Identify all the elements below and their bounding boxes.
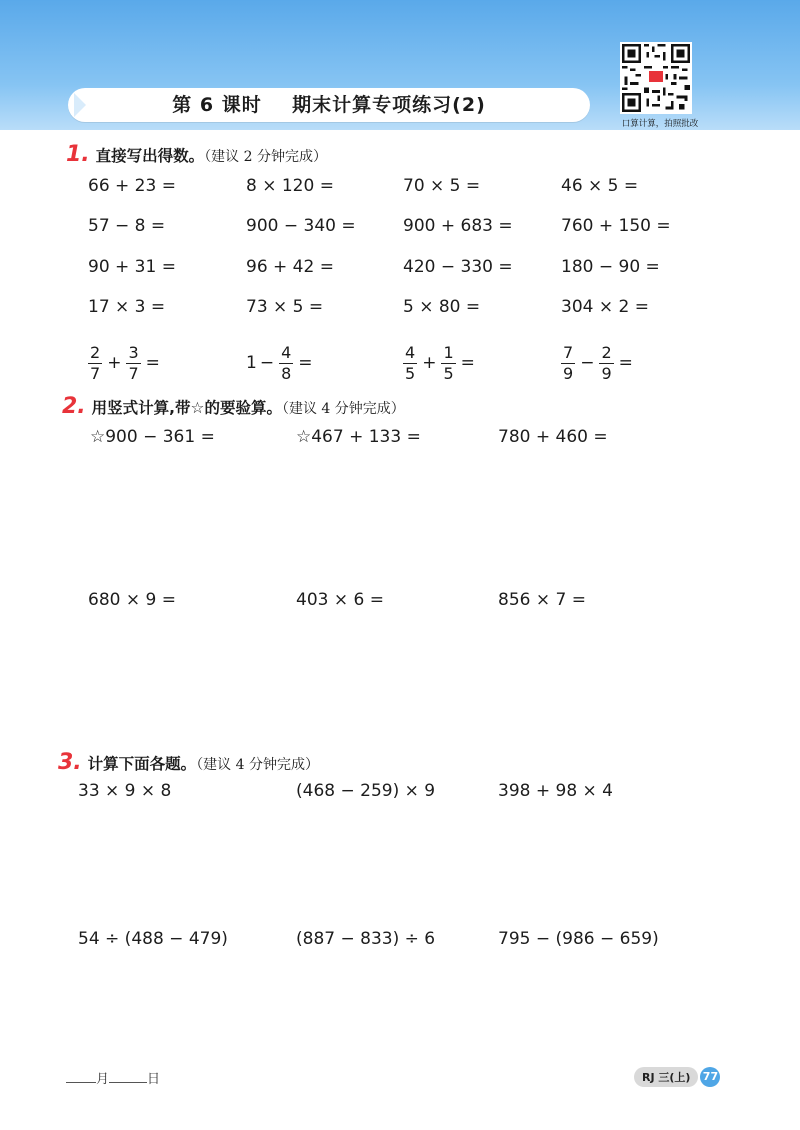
mixed-calc-problem: 398 + 98 × 4 (498, 781, 613, 801)
equals-sign: = (460, 353, 475, 373)
numerator: 7 (563, 342, 574, 362)
operator: + (422, 353, 437, 373)
oral-problem: 57 − 8 = (88, 216, 166, 236)
section-2-hint: （建议 4 分钟完成） (281, 401, 405, 417)
denominator: 7 (90, 363, 101, 383)
vertical-calc-problem: 403 × 6 = (296, 590, 384, 610)
oral-problem: 73 × 5 = (246, 297, 324, 317)
fraction (279, 342, 293, 383)
denominator: 5 (443, 363, 454, 383)
vertical-calc-problem: 856 × 7 = (498, 590, 586, 610)
section-1-hint: （建议 2 分钟完成） (204, 149, 327, 165)
oral-problem: 304 × 2 = (561, 297, 649, 317)
section-1-title: 直接写出得数。 (95, 147, 205, 165)
vertical-calc-problem: ☆467 + 133 = (296, 427, 421, 447)
equals-sign: = (145, 353, 160, 373)
operator: − (259, 353, 275, 373)
fraction (599, 342, 613, 383)
oral-problem: 900 − 340 = (246, 216, 356, 236)
section-2-number: 2. (62, 394, 86, 419)
oral-problem: 760 + 150 = (561, 216, 671, 236)
edition-badge: RJ 三(上) (634, 1067, 698, 1087)
oral-problem: 90 + 31 = (88, 257, 176, 277)
numerator: 2 (601, 342, 612, 362)
lesson-title-bar (68, 88, 590, 122)
day-label: 日 (147, 1072, 161, 1087)
oral-problem: 46 × 5 = (561, 176, 639, 196)
qr-caption: 口算计算，拍照批改 (621, 119, 699, 129)
fraction (441, 342, 455, 383)
section-3-title: 计算下面各题。 (87, 755, 197, 773)
oral-problem: 5 × 80 = (403, 297, 481, 317)
section-3-hint: （建议 4 分钟完成） (196, 757, 319, 773)
denominator: 9 (601, 363, 612, 383)
denominator: 9 (563, 363, 574, 383)
fraction (561, 342, 575, 383)
date-field (66, 1068, 160, 1087)
section-2-title: 用竖式计算,带☆的要验算。 (91, 399, 282, 417)
equals-sign: = (618, 353, 633, 373)
numerator: 3 (128, 342, 139, 362)
fraction (403, 342, 417, 383)
operator: − (580, 353, 595, 373)
denominator: 8 (281, 363, 292, 383)
numerator: 1 (443, 342, 454, 362)
vertical-calc-problem: 780 + 460 = (498, 427, 608, 447)
whole-number: 1 (246, 353, 257, 373)
section-3-number: 3. (58, 750, 82, 775)
month-label: 月 (96, 1072, 110, 1087)
fraction-problem (246, 340, 316, 386)
footer-edition (634, 1066, 720, 1088)
denominator: 7 (128, 363, 139, 383)
page-number: 77 (700, 1067, 720, 1087)
oral-problem: 180 − 90 = (561, 257, 660, 277)
oral-problem: 70 × 5 = (403, 176, 481, 196)
section-1-heading (66, 142, 327, 167)
numerator: 2 (90, 342, 101, 362)
fraction-problem (401, 340, 478, 386)
section-3-heading (58, 750, 319, 775)
oral-problem: 420 − 330 = (403, 257, 513, 277)
oral-problem: 66 + 23 = (88, 176, 176, 196)
mixed-calc-problem: (887 − 833) ÷ 6 (296, 929, 436, 949)
mixed-calc-problem: 33 × 9 × 8 (78, 781, 172, 801)
mixed-calc-problem: 795 − (986 − 659) (498, 929, 659, 949)
oral-problem: 900 + 683 = (403, 216, 513, 236)
month-blank[interactable] (66, 1070, 96, 1083)
mixed-calc-problem: (468 − 259) × 9 (296, 781, 436, 801)
oral-problem: 8 × 120 = (246, 176, 334, 196)
fraction (126, 342, 140, 383)
oral-problem: 17 × 3 = (88, 297, 166, 317)
operator: + (107, 353, 122, 373)
numerator: 4 (405, 342, 416, 362)
qr-code[interactable] (620, 42, 692, 114)
mixed-calc-problem: 54 ÷ (488 − 479) (78, 929, 228, 949)
section-2-heading (62, 394, 405, 419)
fraction (88, 342, 102, 383)
numerator: 4 (281, 342, 292, 362)
lesson-title: 第 6 课时 期末计算专项练习(2) (172, 94, 486, 116)
fraction-problem (559, 340, 636, 386)
day-blank[interactable] (109, 1070, 147, 1083)
section-1-number: 1. (66, 142, 90, 167)
vertical-calc-problem: ☆900 − 361 = (90, 427, 215, 447)
denominator: 5 (405, 363, 416, 383)
vertical-calc-problem: 680 × 9 = (88, 590, 176, 610)
fraction-problem (86, 340, 163, 386)
oral-problem: 96 + 42 = (246, 257, 334, 277)
equals-sign: = (298, 353, 313, 373)
